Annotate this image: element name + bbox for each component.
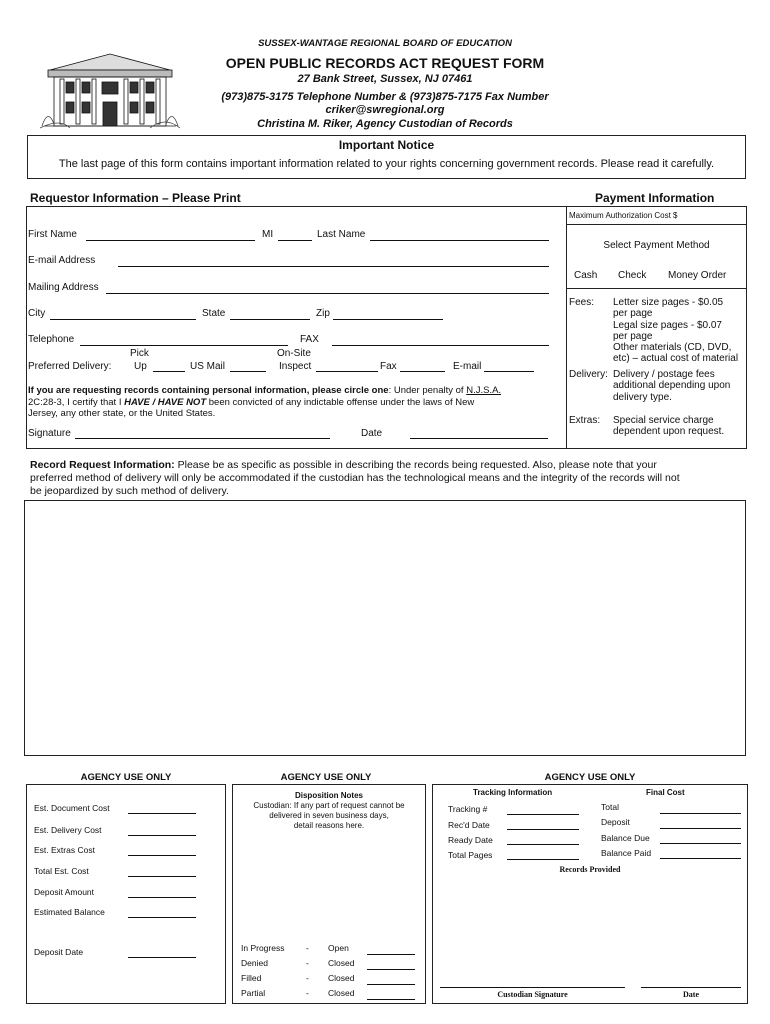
estimated-balance-field[interactable] xyxy=(128,917,196,918)
fax-option-label: Fax xyxy=(380,361,397,372)
deposit-amount-label: Deposit Amount xyxy=(34,887,95,897)
mailing-label: Mailing Address xyxy=(28,282,99,293)
est-document-cost-field[interactable] xyxy=(128,813,196,814)
custodian-signature-field[interactable] xyxy=(440,987,625,988)
certify-text-2: been convicted of any indictable offense under the laws of New xyxy=(206,396,475,408)
fees-list xyxy=(613,297,738,365)
board-name: SUSSEX-WANTAGE REGIONAL BOARD OF EDUCATION xyxy=(258,38,512,49)
mailing-field[interactable] xyxy=(106,293,549,294)
check-option[interactable]: Check xyxy=(618,270,647,281)
email-field[interactable] xyxy=(118,266,549,267)
inspect-label: Inspect xyxy=(279,361,312,372)
total-pages-label: Total Pages xyxy=(448,850,493,860)
balance-due-label: Balance Due xyxy=(601,833,650,843)
city-label: City xyxy=(28,308,46,319)
us-mail-label: US Mail xyxy=(190,361,226,372)
last-name-label: Last Name xyxy=(317,229,366,240)
fees-line: Letter size pages - $0.05 xyxy=(613,297,724,308)
telephone-label: Telephone xyxy=(28,334,75,345)
final-total-field[interactable] xyxy=(660,813,741,814)
fees-line: Legal size pages - $0.07 xyxy=(613,319,722,331)
extras-label: Extras: xyxy=(569,415,601,426)
status-closed: Closed xyxy=(328,988,355,998)
have-option[interactable]: HAVE xyxy=(124,396,150,408)
fees-line: per page xyxy=(613,308,653,320)
first-name-field[interactable] xyxy=(86,240,255,241)
est-extras-cost-field[interactable] xyxy=(128,855,196,856)
last-name-field[interactable] xyxy=(370,240,549,241)
tracking-info-title: Tracking Information xyxy=(473,788,553,797)
balance-due-field[interactable] xyxy=(660,843,741,844)
dash: - xyxy=(306,943,309,953)
dash: - xyxy=(306,988,309,998)
school-building-emblem xyxy=(40,48,180,130)
city-field[interactable] xyxy=(50,319,196,320)
delivery-line: additional depending upon xyxy=(613,380,731,392)
total-est-cost-field[interactable] xyxy=(128,876,196,877)
ready-date-field[interactable] xyxy=(507,844,579,845)
disposition-notes-title: Disposition Notes xyxy=(294,791,363,800)
slash: / xyxy=(149,396,158,408)
status-in-progress: In Progress xyxy=(241,943,285,953)
extras-line: dependent upon request. xyxy=(613,426,725,438)
signature-label: Signature xyxy=(28,428,71,439)
status-filled: Filled xyxy=(241,973,262,983)
status-closed: Closed xyxy=(328,973,355,983)
fees-line: Other materials (CD, DVD, xyxy=(613,342,732,354)
deposit-date-field[interactable] xyxy=(128,957,196,958)
notice-title: Important Notice xyxy=(338,138,435,152)
agency-col3-box xyxy=(432,784,748,1004)
recd-date-field[interactable] xyxy=(507,829,579,830)
signature-field[interactable] xyxy=(75,438,330,439)
fees-label: Fees: xyxy=(569,297,595,308)
tracking-number-field[interactable] xyxy=(507,814,579,815)
disposition-line: delivered in seven business days, xyxy=(269,811,389,820)
custodian-date-field[interactable] xyxy=(641,987,741,988)
disposition-line: Custodian: If any part of request cannot be xyxy=(253,801,405,810)
final-cost-title: Final Cost xyxy=(646,788,685,797)
status-closed-field[interactable] xyxy=(367,999,415,1000)
est-delivery-cost-field[interactable] xyxy=(128,835,196,836)
email-option[interactable] xyxy=(484,371,534,372)
record-request-text-2: preferred method of delivery will only be accommodated if the custodian has the technological means and the integrity of the records will not xyxy=(30,472,680,484)
status-closed-field[interactable] xyxy=(367,969,415,970)
pickup-option[interactable] xyxy=(153,371,185,372)
requestor-heading: Requestor Information – Please Print xyxy=(30,191,241,205)
status-closed-field[interactable] xyxy=(367,984,415,985)
final-total-label: Total xyxy=(601,802,619,812)
date-field[interactable] xyxy=(410,438,548,439)
balance-paid-label: Balance Paid xyxy=(601,848,652,858)
phone-fax: (973)875-3175 Telephone Number & (973)875-7175 Fax Number xyxy=(221,91,549,103)
address: 27 Bank Street, Sussex, NJ 07461 xyxy=(297,73,473,85)
delivery-label: Delivery: xyxy=(569,369,608,380)
disposition-notes-instructions xyxy=(232,801,426,831)
final-deposit-label: Deposit xyxy=(601,817,630,827)
mi-label: MI xyxy=(262,229,274,240)
delivery-list xyxy=(613,369,730,403)
status-open-field[interactable] xyxy=(367,954,415,955)
ready-date-label: Ready Date xyxy=(448,835,493,845)
have-not-option[interactable]: HAVE NOT xyxy=(157,396,207,408)
record-request-text-3: be jeopardized by such method of delivery. xyxy=(30,485,229,497)
state-label: State xyxy=(202,308,226,319)
first-name-label: First Name xyxy=(28,229,77,240)
records-provided-label: Records Provided xyxy=(559,865,621,874)
tracking-number-label: Tracking # xyxy=(448,804,488,814)
penalty-text: : Under penalty of xyxy=(388,385,467,396)
pickup-label: Up xyxy=(134,361,147,372)
certify-text: 2C:28-3, I certify that I xyxy=(28,396,125,408)
deposit-amount-field[interactable] xyxy=(128,897,196,898)
preferred-delivery-label: Preferred Delivery: xyxy=(28,361,112,372)
telephone-field[interactable] xyxy=(80,345,288,346)
status-open: Open xyxy=(328,943,349,953)
email: criker@swregional.org xyxy=(325,104,445,116)
certify-text-3: Jersey, any other state, or the United States. xyxy=(28,408,216,419)
total-est-cost-label: Total Est. Cost xyxy=(34,866,89,876)
deposit-date-label: Deposit Date xyxy=(34,947,84,957)
select-payment-method: Select Payment Method xyxy=(603,240,710,251)
max-auth-divider xyxy=(566,224,747,225)
personal-info-certification xyxy=(28,385,558,420)
fees-line: per page xyxy=(613,330,653,342)
njsa-link: N.J.S.A. xyxy=(466,385,502,396)
cash-option[interactable]: Cash xyxy=(574,270,598,281)
email-option-label: E-mail xyxy=(453,361,482,372)
email-label: E-mail Address xyxy=(28,255,96,266)
form-title: OPEN PUBLIC RECORDS ACT REQUEST FORM xyxy=(225,55,545,71)
zip-label: Zip xyxy=(316,308,330,319)
fax-field[interactable] xyxy=(332,345,549,346)
personal-info-prompt: If you are requesting records containing personal information, please circle one xyxy=(28,385,389,396)
est-extras-cost-label: Est. Extras Cost xyxy=(34,845,95,855)
extras-line: Special service charge xyxy=(613,415,714,426)
total-pages-field[interactable] xyxy=(507,859,579,860)
us-mail-option[interactable] xyxy=(230,371,266,372)
zip-field[interactable] xyxy=(333,319,443,320)
custodian-date-label: Date xyxy=(683,990,699,999)
agency-col1-title: AGENCY USE ONLY xyxy=(80,772,172,783)
agency-col2-title: AGENCY USE ONLY xyxy=(280,772,372,783)
custodian: Christina M. Riker, Agency Custodian of Records xyxy=(257,118,513,130)
record-request-textarea[interactable] xyxy=(24,500,746,756)
delivery-line: delivery type. xyxy=(613,391,672,403)
money-order-option[interactable]: Money Order xyxy=(668,270,727,281)
notice-text: The last page of this form contains important information related to your rights concerning government records. Please read it carefully. xyxy=(58,158,715,170)
fax-option[interactable] xyxy=(400,371,445,372)
onsite-label: On-Site xyxy=(277,348,311,359)
custodian-signature-label: Custodian Signature xyxy=(497,990,568,999)
extras-list xyxy=(613,415,724,438)
state-field[interactable] xyxy=(230,319,310,320)
payment-heading: Payment Information xyxy=(595,191,715,205)
pick-label: Pick xyxy=(130,348,149,359)
balance-paid-field[interactable] xyxy=(660,858,741,859)
status-denied: Denied xyxy=(241,958,268,968)
status-closed: Closed xyxy=(328,958,355,968)
dash: - xyxy=(306,958,309,968)
est-delivery-cost-label: Est. Delivery Cost xyxy=(34,825,102,835)
max-auth-cost-label: Maximum Authorization Cost $ xyxy=(569,211,678,220)
estimated-balance-label: Estimated Balance xyxy=(34,907,105,917)
fees-line: etc) – actual cost of material xyxy=(613,353,739,365)
final-deposit-field[interactable] xyxy=(660,828,741,829)
date-label: Date xyxy=(361,428,383,439)
agency-col3-title: AGENCY USE ONLY xyxy=(544,772,636,783)
delivery-line: Delivery / postage fees xyxy=(613,369,715,380)
fax-label: FAX xyxy=(300,334,319,345)
disposition-line: detail reasons here. xyxy=(293,821,365,830)
mi-field[interactable] xyxy=(278,240,312,241)
onsite-inspect-option[interactable] xyxy=(316,371,378,372)
record-request-instructions xyxy=(30,459,750,498)
recd-date-label: Rec'd Date xyxy=(448,820,490,830)
payment-method-divider xyxy=(566,288,747,289)
est-document-cost-label: Est. Document Cost xyxy=(34,803,110,813)
record-request-text-1: Please be as specific as possible in describing the records being requested. Also, please note that your xyxy=(174,459,657,471)
dash: - xyxy=(306,973,309,983)
record-request-label: Record Request Information: xyxy=(30,459,175,471)
status-partial: Partial xyxy=(241,988,266,998)
